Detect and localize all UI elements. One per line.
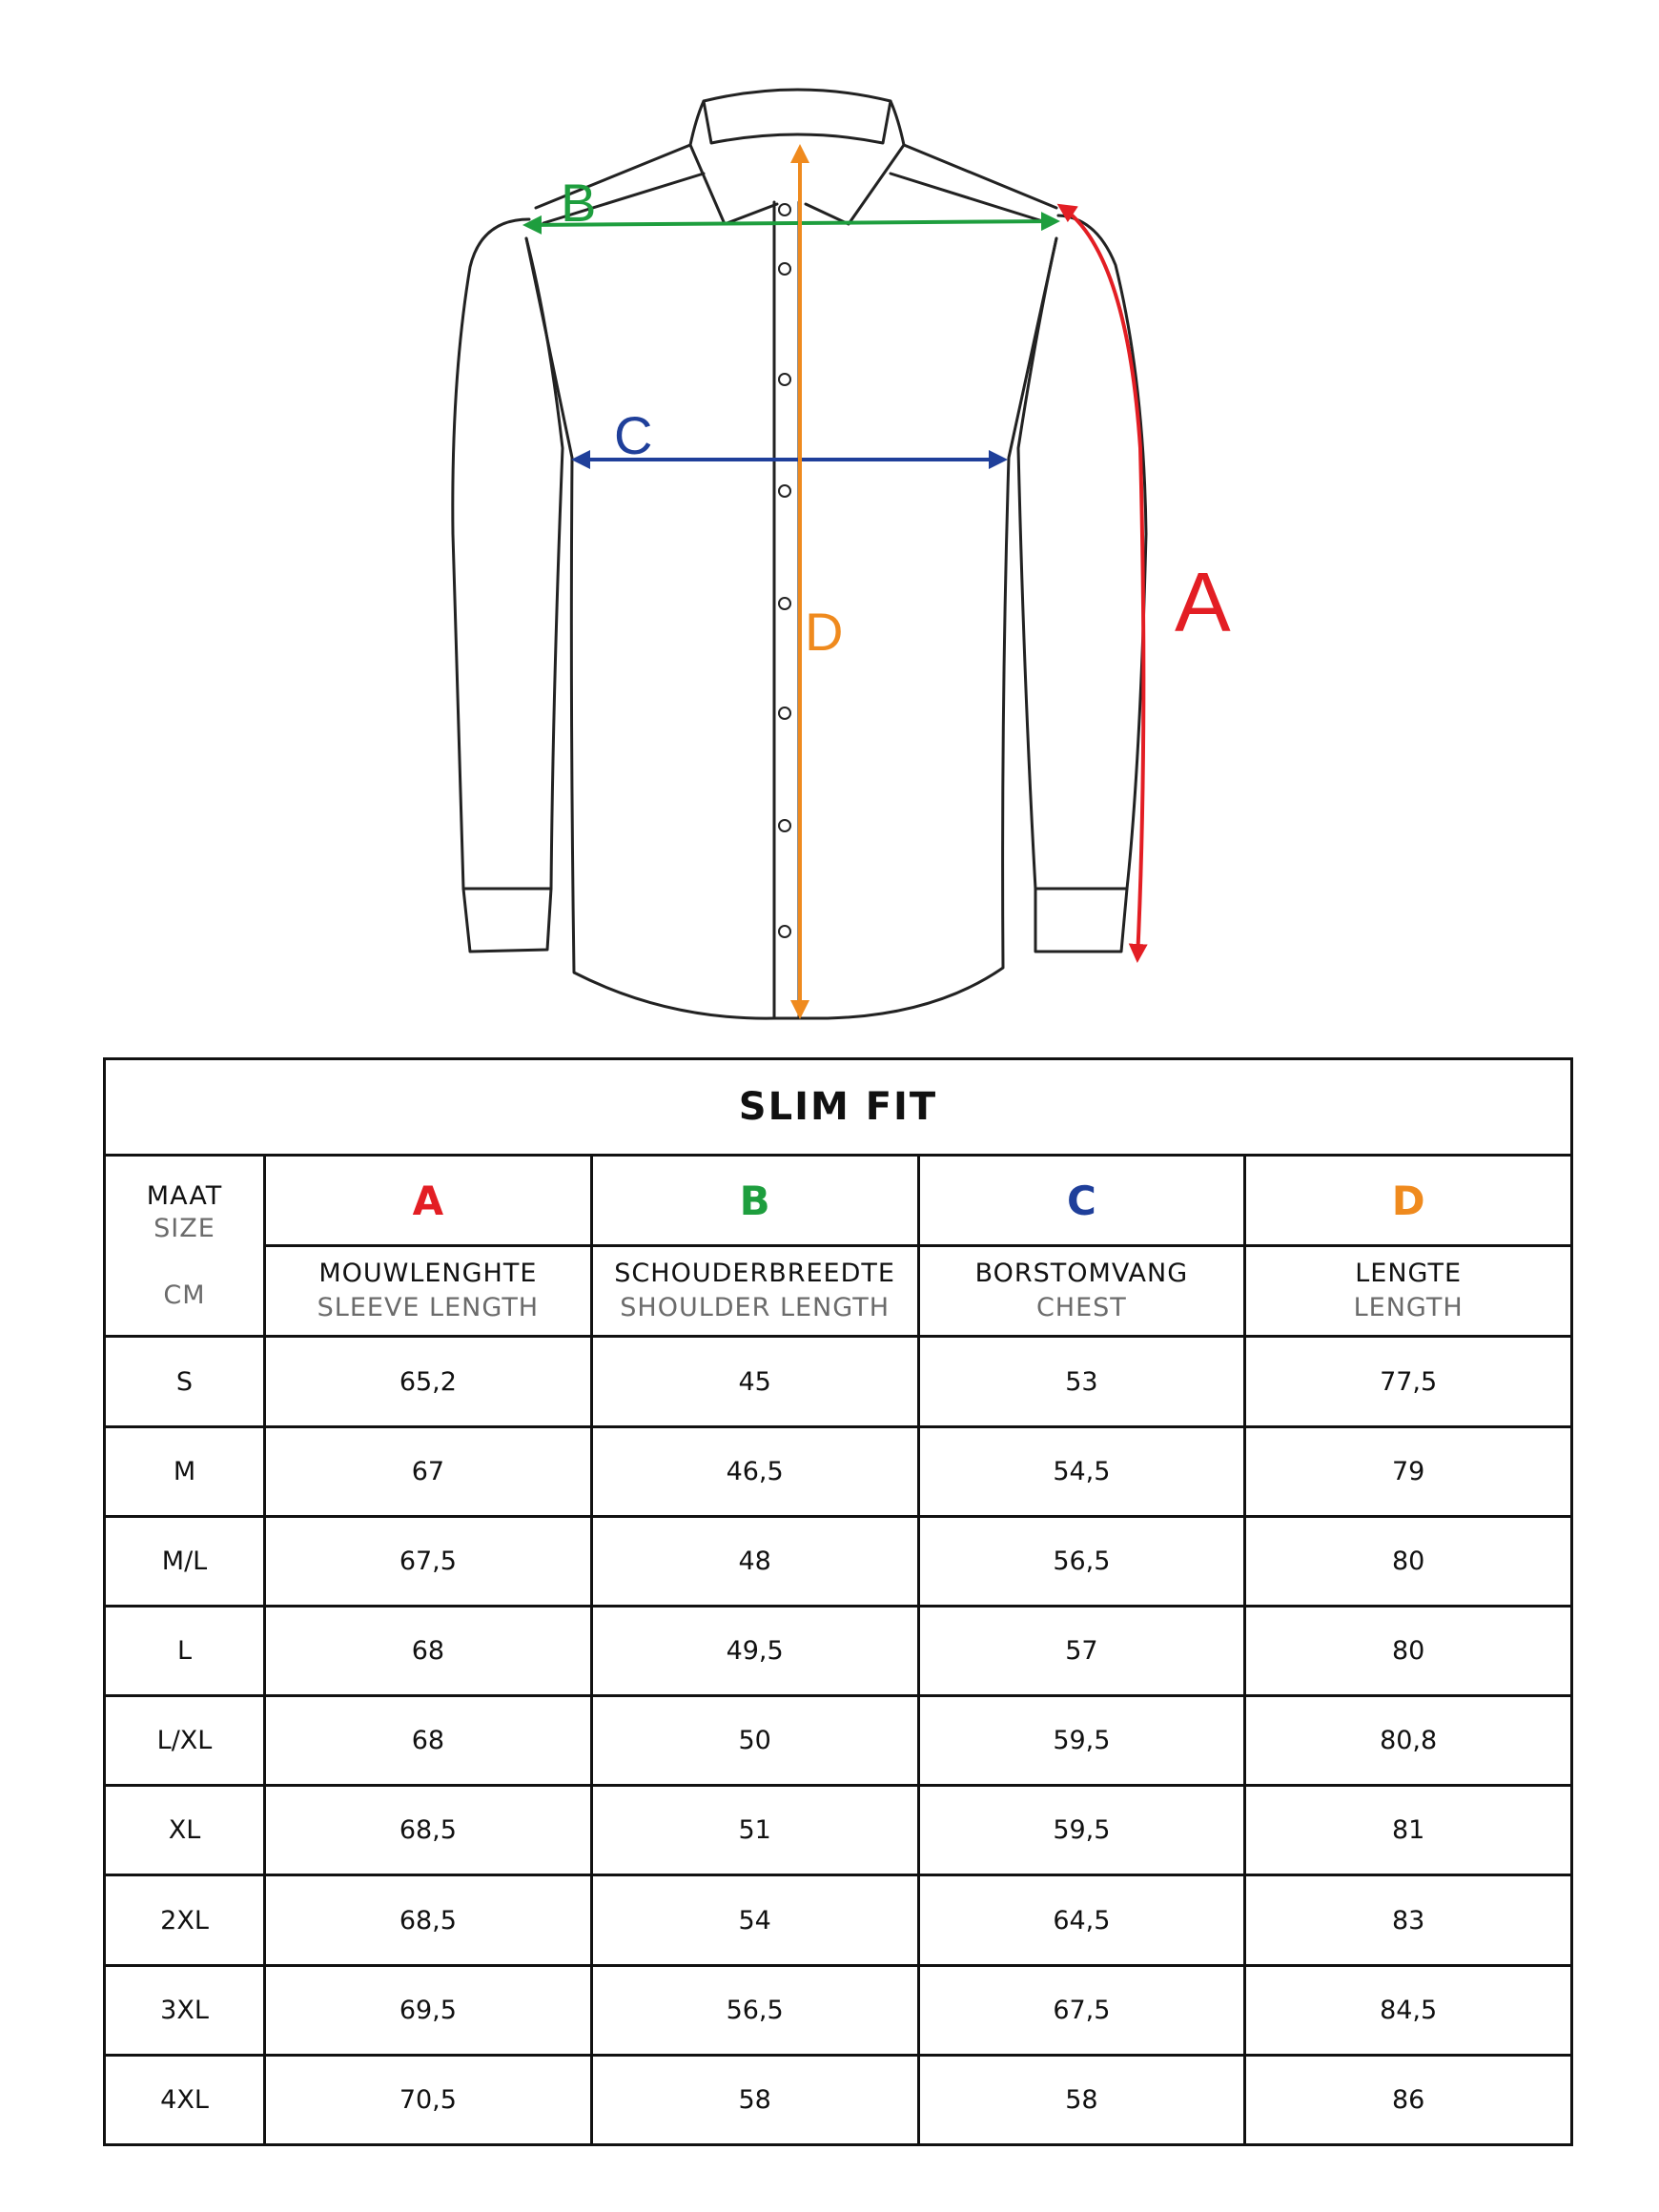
label-d: D [805, 602, 844, 662]
size-header-en: SIZE [154, 1213, 215, 1243]
table-row [105, 1696, 1572, 1786]
shoulder-length-cell: 49,5 [591, 1606, 918, 1695]
table-row [105, 1875, 1572, 1965]
shoulder-length-cell: 54 [591, 1875, 918, 1965]
column-letter-d: D [1245, 1156, 1572, 1246]
label-b: B [561, 173, 597, 233]
size-cell: L [105, 1606, 265, 1695]
label-c: C [614, 405, 653, 465]
shoulder-length-cell: 46,5 [591, 1426, 918, 1516]
column-name-d [1245, 1246, 1572, 1337]
shirt-buttons [779, 204, 790, 937]
length-cell: 81 [1245, 1786, 1572, 1875]
button-4 [779, 485, 790, 497]
table-title: SLIM FIT [105, 1059, 1572, 1156]
table-row [105, 1337, 1572, 1426]
sleeve-length-cell: 67,5 [265, 1516, 592, 1606]
chest-cell: 54,5 [918, 1426, 1245, 1516]
table-row [105, 1965, 1572, 2055]
size-cell: XL [105, 1786, 265, 1875]
column-letter-a: A [265, 1156, 592, 1246]
size-header-unit: CM [163, 1280, 206, 1310]
measure-line-b [526, 221, 1056, 225]
shoulder-length-cell: 50 [591, 1696, 918, 1786]
sleeve-length-cell: 69,5 [265, 1965, 592, 2055]
column-name-d-en: LENGTH [1353, 1293, 1464, 1323]
button-6 [779, 707, 790, 719]
column-name-b-en: SHOULDER LENGTH [620, 1293, 890, 1323]
table-row [105, 1786, 1572, 1875]
size-cell: L/XL [105, 1696, 265, 1786]
chest-cell: 58 [918, 2055, 1245, 2144]
shoulder-length-cell: 56,5 [591, 1965, 918, 2055]
sleeve-length-cell: 70,5 [265, 2055, 592, 2144]
length-cell: 80,8 [1245, 1696, 1572, 1786]
shoulder-length-cell: 45 [591, 1337, 918, 1426]
column-name-c-nl: BORSTOMVANG [974, 1259, 1189, 1289]
letter-row [105, 1156, 1572, 1246]
chest-cell: 59,5 [918, 1696, 1245, 1786]
length-cell: 84,5 [1245, 1965, 1572, 2055]
button-1 [779, 204, 790, 215]
column-name-row [105, 1246, 1572, 1337]
sleeve-length-cell: 68 [265, 1606, 592, 1695]
size-cell: 4XL [105, 2055, 265, 2144]
length-cell: 80 [1245, 1516, 1572, 1606]
size-table [103, 1057, 1573, 2146]
label-a: A [1175, 555, 1231, 649]
size-cell: M [105, 1426, 265, 1516]
size-cell: M/L [105, 1516, 265, 1606]
column-name-a-en: SLEEVE LENGTH [317, 1293, 540, 1323]
sleeve-length-cell: 65,2 [265, 1337, 592, 1426]
column-letter-c: C [918, 1156, 1245, 1246]
sleeve-length-cell: 68 [265, 1696, 592, 1786]
size-cell: 2XL [105, 1875, 265, 1965]
column-name-c [918, 1246, 1245, 1337]
size-cell: S [105, 1337, 265, 1426]
chest-cell: 67,5 [918, 1965, 1245, 2055]
button-3 [779, 374, 790, 385]
table-row [105, 1606, 1572, 1695]
column-name-d-nl: LENGTE [1355, 1259, 1463, 1289]
button-8 [779, 926, 790, 937]
sleeve-length-cell: 68,5 [265, 1875, 592, 1965]
length-cell: 77,5 [1245, 1337, 1572, 1426]
length-cell: 83 [1245, 1875, 1572, 1965]
length-cell: 80 [1245, 1606, 1572, 1695]
button-5 [779, 598, 790, 609]
shirt-diagram [0, 0, 1659, 1030]
chest-cell: 64,5 [918, 1875, 1245, 1965]
size-header [105, 1156, 265, 1337]
length-cell: 86 [1245, 2055, 1572, 2144]
table-row [105, 2055, 1572, 2144]
size-cell: 3XL [105, 1965, 265, 2055]
chest-cell: 57 [918, 1606, 1245, 1695]
size-header-nl: MAAT [146, 1180, 223, 1211]
chest-cell: 59,5 [918, 1786, 1245, 1875]
column-letter-b: B [591, 1156, 918, 1246]
chest-cell: 53 [918, 1337, 1245, 1426]
shoulder-length-cell: 51 [591, 1786, 918, 1875]
shoulder-length-cell: 58 [591, 2055, 918, 2144]
column-name-c-en: CHEST [1035, 1293, 1127, 1323]
column-name-b-nl: SCHOUDERBREEDTE [614, 1259, 895, 1289]
button-7 [779, 820, 790, 831]
sleeve-length-cell: 68,5 [265, 1786, 592, 1875]
chest-cell: 56,5 [918, 1516, 1245, 1606]
table-title-row [105, 1059, 1572, 1156]
table-row [105, 1426, 1572, 1516]
column-name-a [265, 1246, 592, 1337]
shoulder-length-cell: 48 [591, 1516, 918, 1606]
size-table-container [103, 1057, 1573, 2146]
column-name-a-nl: MOUWLENGHTE [318, 1259, 538, 1289]
button-2 [779, 263, 790, 275]
table-row [105, 1516, 1572, 1606]
column-name-b [591, 1246, 918, 1337]
sleeve-length-cell: 67 [265, 1426, 592, 1516]
length-cell: 79 [1245, 1426, 1572, 1516]
